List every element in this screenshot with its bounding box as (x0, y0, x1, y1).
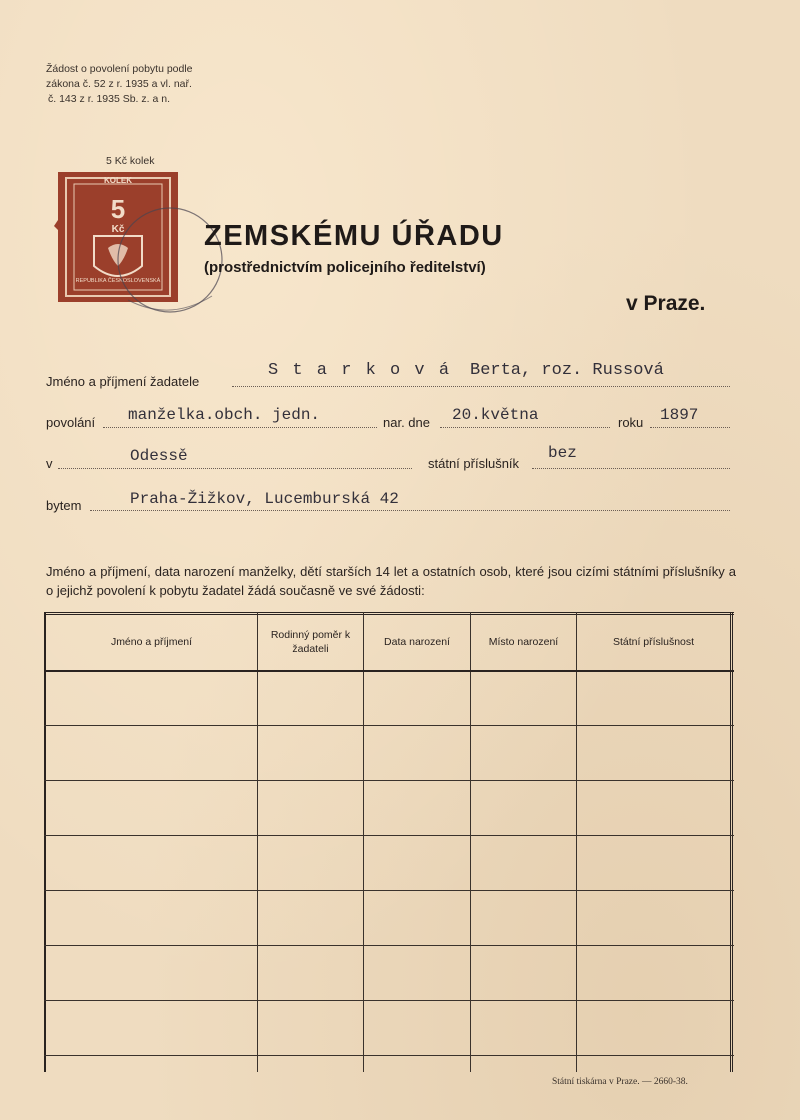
column-header-citizenship: Státní příslušnost (612, 636, 695, 648)
stamp-top-text: KOLEK (104, 176, 132, 185)
intro-paragraph: Jméno a příjmení, data narození manželky, dětí starších 14 let a ostatních osob, které jsou cizími státními příslušníky a o jejichž povolení k pobytu žadatel žádá současně ve své žádosti: (46, 564, 736, 598)
table-row-divider (44, 890, 734, 891)
birth-date-dotted-line (440, 427, 610, 428)
column-header-birth-place: Místo narození (488, 636, 559, 648)
citizenship-dotted-line (532, 468, 730, 469)
birth-year-dotted-line (650, 427, 730, 428)
birth-place-dotted-line (58, 468, 412, 469)
page-title: ZEMSKÉMU ÚŘADU (204, 220, 504, 252)
birth-year-value: 1897 (660, 406, 699, 424)
stamp-unit: Kč (111, 224, 125, 235)
occupation-value: manželka.obch. jedn. (128, 406, 321, 424)
occupation-dotted-line (103, 427, 377, 428)
stamp-value: 5 (110, 194, 126, 224)
applicant-name-label: Jméno a příjmení žadatele (46, 374, 200, 389)
table-header-divider (44, 670, 734, 672)
table-row-divider (44, 1000, 734, 1001)
applicant-name-value: Berta, roz. Russová (470, 361, 664, 380)
postmark-icon (100, 188, 230, 328)
birth-date-label: nar. dne (383, 415, 430, 430)
citizenship-label: státní příslušník (428, 456, 520, 471)
table-row-divider (44, 835, 734, 836)
residence-value: Praha-Žižkov, Lucemburská 42 (130, 490, 399, 508)
table-row-divider (44, 1055, 734, 1056)
table-row-divider (44, 725, 734, 726)
birth-place-value: Odessě (130, 447, 188, 465)
residence-label: bytem (46, 498, 82, 513)
name-dotted-line (232, 386, 730, 387)
printer-footer: Státní tiskárna v Praze. — 2660-38. (552, 1077, 688, 1087)
family-members-table (44, 612, 734, 1072)
stamp-label: 5 Kč kolek (106, 155, 155, 167)
applicant-surname-value: S t a r k o v á (268, 361, 452, 380)
city-line: v Praze. (626, 292, 706, 315)
page-subtitle: (prostřednictvím policejního ředitelství) (204, 259, 486, 276)
table-row-divider (44, 780, 734, 781)
column-header-relation: Rodinný poměr k žadateli (270, 629, 351, 655)
residence-dotted-line (90, 510, 730, 511)
birth-date-value: 20.května (452, 406, 539, 424)
legal-line: č. 143 z r. 1935 Sb. z. a n. (48, 93, 170, 105)
column-header-birth-date: Data narození (384, 636, 450, 648)
occupation-label: povolání (46, 415, 96, 430)
legal-reference (46, 62, 193, 107)
birth-year-label: roku (618, 415, 644, 430)
table-row-divider (44, 945, 734, 946)
stamp-ring-text: REPUBLIKA ČESKOSLOVENSKÁ (75, 278, 161, 284)
citizenship-value: bez (548, 444, 577, 462)
column-header-name: Jméno a příjmení (110, 636, 193, 648)
legal-line: zákona č. 52 z r. 1935 a vl. nař. (46, 78, 192, 90)
legal-line: Žádost o povolení pobytu podle (46, 63, 193, 75)
birth-place-label: v (46, 456, 53, 471)
